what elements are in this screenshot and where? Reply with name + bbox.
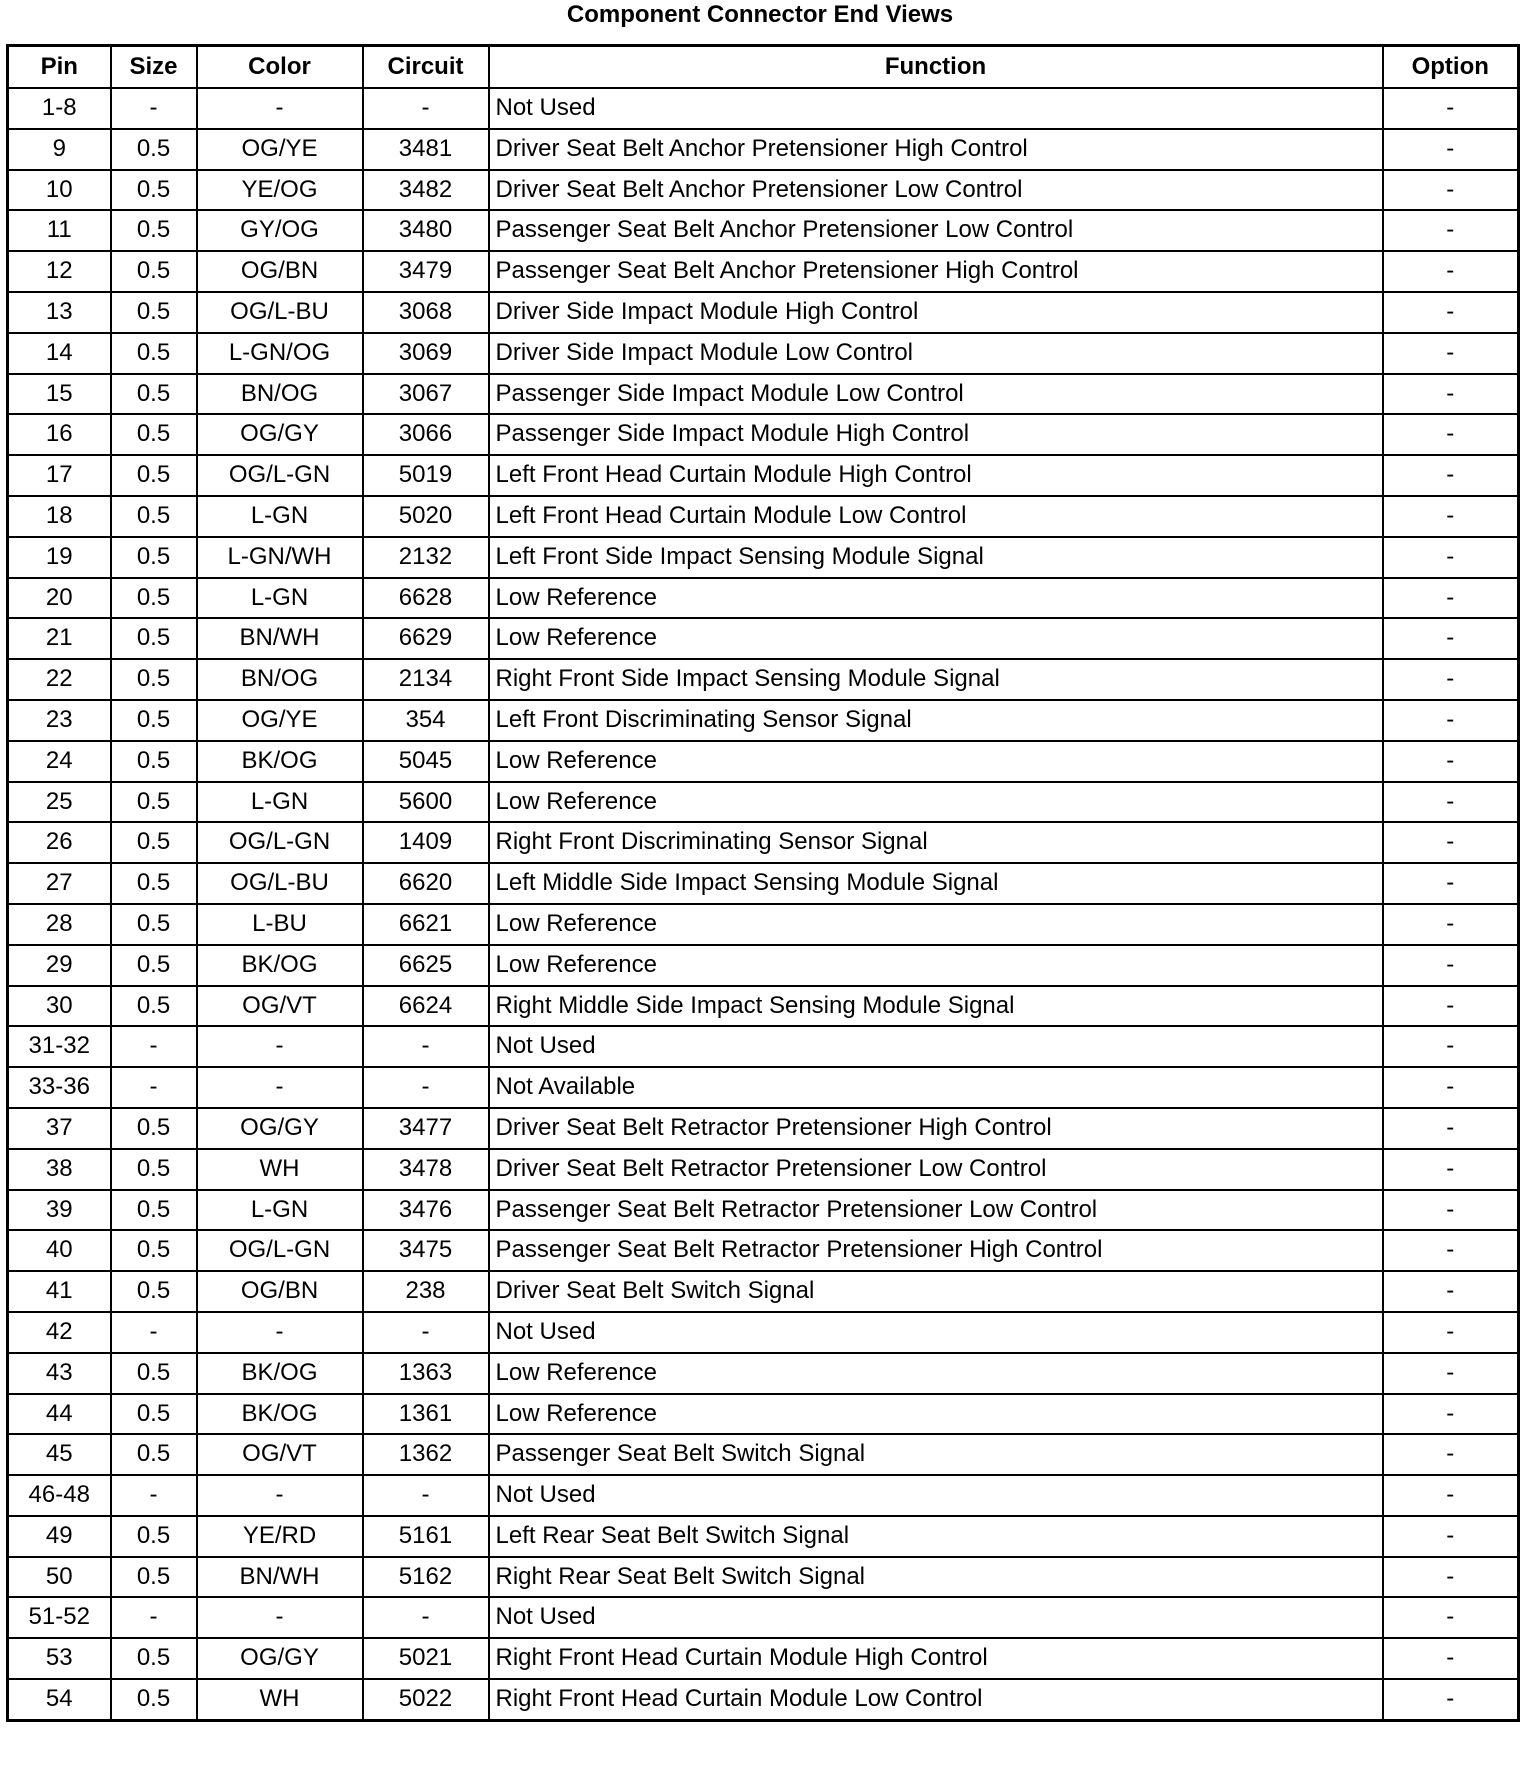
cell-function: Not Used <box>489 1597 1383 1638</box>
cell-color: - <box>197 1026 363 1067</box>
table-row <box>8 1475 1519 1516</box>
cell-function: Left Front Discriminating Sensor Signal <box>489 700 1383 741</box>
cell-color: YE/RD <box>197 1516 363 1557</box>
cell-function: Passenger Seat Belt Retractor Pretensioner High Control <box>489 1230 1383 1271</box>
table-row <box>8 333 1519 374</box>
cell-circuit: 6624 <box>363 986 489 1027</box>
header-row <box>8 46 1519 89</box>
cell-circuit: 3482 <box>363 170 489 211</box>
cell-option: - <box>1383 1271 1519 1312</box>
cell-pin: 26 <box>8 822 111 863</box>
cell-size: 0.5 <box>111 822 197 863</box>
table-row <box>8 822 1519 863</box>
cell-option: - <box>1383 1557 1519 1598</box>
page-title: Component Connector End Views <box>566 1 954 28</box>
cell-circuit: 6628 <box>363 578 489 619</box>
cell-circuit: - <box>363 1597 489 1638</box>
table-row <box>8 1067 1519 1108</box>
cell-circuit: 2134 <box>363 659 489 700</box>
cell-function: Passenger Seat Belt Retractor Pretensioner Low Control <box>489 1190 1383 1231</box>
cell-pin: 11 <box>8 210 111 251</box>
cell-pin: 51-52 <box>8 1597 111 1638</box>
cell-circuit: 3481 <box>363 129 489 170</box>
cell-option: - <box>1383 455 1519 496</box>
cell-size: 0.5 <box>111 374 197 415</box>
cell-color: BN/OG <box>197 659 363 700</box>
cell-option: - <box>1383 210 1519 251</box>
cell-size: 0.5 <box>111 170 197 211</box>
cell-size: 0.5 <box>111 578 197 619</box>
cell-circuit: 1363 <box>363 1353 489 1394</box>
table-row <box>8 1271 1519 1312</box>
cell-color: OG/BN <box>197 1271 363 1312</box>
cell-option: - <box>1383 578 1519 619</box>
cell-option: - <box>1383 374 1519 415</box>
cell-color: - <box>197 1312 363 1353</box>
cell-function: Not Used <box>489 1312 1383 1353</box>
table-row <box>8 292 1519 333</box>
cell-pin: 28 <box>8 904 111 945</box>
cell-circuit: 1409 <box>363 822 489 863</box>
cell-circuit: 5022 <box>363 1679 489 1720</box>
cell-option: - <box>1383 1394 1519 1435</box>
cell-pin: 44 <box>8 1394 111 1435</box>
table-row <box>8 1108 1519 1149</box>
table-row <box>8 88 1519 129</box>
table-row <box>8 1026 1519 1067</box>
cell-size: 0.5 <box>111 1149 197 1190</box>
cell-size: - <box>111 1597 197 1638</box>
cell-circuit: 5021 <box>363 1638 489 1679</box>
cell-circuit: 3067 <box>363 374 489 415</box>
cell-size: 0.5 <box>111 1271 197 1312</box>
cell-circuit: - <box>363 1312 489 1353</box>
cell-option: - <box>1383 537 1519 578</box>
cell-color: OG/YE <box>197 129 363 170</box>
cell-pin: 21 <box>8 618 111 659</box>
cell-color: OG/YE <box>197 700 363 741</box>
cell-color: OG/L-BU <box>197 292 363 333</box>
cell-color: L-BU <box>197 904 363 945</box>
cell-function: Right Front Head Curtain Module Low Control <box>489 1679 1383 1720</box>
cell-pin: 37 <box>8 1108 111 1149</box>
cell-function: Driver Seat Belt Retractor Pretensioner Low Control <box>489 1149 1383 1190</box>
cell-color: WH <box>197 1679 363 1720</box>
table-row <box>8 1149 1519 1190</box>
cell-circuit: - <box>363 1067 489 1108</box>
cell-option: - <box>1383 1353 1519 1394</box>
cell-color: BN/OG <box>197 374 363 415</box>
cell-function: Low Reference <box>489 945 1383 986</box>
cell-pin: 53 <box>8 1638 111 1679</box>
cell-function: Passenger Seat Belt Anchor Pretensioner Low Control <box>489 210 1383 251</box>
cell-pin: 40 <box>8 1230 111 1271</box>
cell-function: Right Front Head Curtain Module High Control <box>489 1638 1383 1679</box>
cell-size: - <box>111 1475 197 1516</box>
cell-color: YE/OG <box>197 170 363 211</box>
cell-option: - <box>1383 1312 1519 1353</box>
cell-pin: 50 <box>8 1557 111 1598</box>
cell-color: L-GN <box>197 782 363 823</box>
cell-color: - <box>197 1067 363 1108</box>
table-row <box>8 1434 1519 1475</box>
cell-option: - <box>1383 945 1519 986</box>
cell-color: OG/BN <box>197 251 363 292</box>
cell-option: - <box>1383 333 1519 374</box>
cell-size: 0.5 <box>111 741 197 782</box>
cell-pin: 10 <box>8 170 111 211</box>
cell-circuit: 1362 <box>363 1434 489 1475</box>
table-row <box>8 1394 1519 1435</box>
cell-circuit: 1361 <box>363 1394 489 1435</box>
cell-size: 0.5 <box>111 1638 197 1679</box>
cell-color: OG/VT <box>197 1434 363 1475</box>
cell-function: Left Rear Seat Belt Switch Signal <box>489 1516 1383 1557</box>
cell-pin: 43 <box>8 1353 111 1394</box>
cell-function: Passenger Side Impact Module High Control <box>489 414 1383 455</box>
cell-color: BK/OG <box>197 741 363 782</box>
cell-size: 0.5 <box>111 1230 197 1271</box>
cell-color: OG/L-GN <box>197 1230 363 1271</box>
cell-pin: 17 <box>8 455 111 496</box>
cell-size: 0.5 <box>111 1557 197 1598</box>
cell-option: - <box>1383 782 1519 823</box>
cell-size: 0.5 <box>111 618 197 659</box>
table-row <box>8 945 1519 986</box>
cell-function: Not Used <box>489 1475 1383 1516</box>
cell-pin: 15 <box>8 374 111 415</box>
table-header <box>8 46 1519 89</box>
cell-pin: 54 <box>8 1679 111 1720</box>
cell-option: - <box>1383 822 1519 863</box>
table-row <box>8 1597 1519 1638</box>
cell-color: - <box>197 1597 363 1638</box>
cell-circuit: 5161 <box>363 1516 489 1557</box>
cell-color: L-GN <box>197 1190 363 1231</box>
table-row <box>8 210 1519 251</box>
cell-circuit: 3478 <box>363 1149 489 1190</box>
cell-option: - <box>1383 659 1519 700</box>
cell-size: 0.5 <box>111 700 197 741</box>
cell-size: 0.5 <box>111 1679 197 1720</box>
cell-pin: 9 <box>8 129 111 170</box>
cell-circuit: 3475 <box>363 1230 489 1271</box>
cell-circuit: 5162 <box>363 1557 489 1598</box>
cell-function: Not Used <box>489 1026 1383 1067</box>
cell-color: OG/L-BU <box>197 863 363 904</box>
cell-function: Low Reference <box>489 1394 1383 1435</box>
table-row <box>8 129 1519 170</box>
cell-function: Low Reference <box>489 741 1383 782</box>
column-header-option: Option <box>1383 46 1519 89</box>
table-row <box>8 741 1519 782</box>
cell-circuit: 5020 <box>363 496 489 537</box>
cell-circuit: 3068 <box>363 292 489 333</box>
cell-color: OG/GY <box>197 1108 363 1149</box>
cell-function: Passenger Seat Belt Anchor Pretensioner High Control <box>489 251 1383 292</box>
cell-color: - <box>197 1475 363 1516</box>
table-row <box>8 1516 1519 1557</box>
cell-size: 0.5 <box>111 986 197 1027</box>
cell-pin: 45 <box>8 1434 111 1475</box>
table-row <box>8 986 1519 1027</box>
cell-option: - <box>1383 1475 1519 1516</box>
cell-circuit: - <box>363 88 489 129</box>
cell-color: BN/WH <box>197 618 363 659</box>
cell-size: - <box>111 1026 197 1067</box>
table-row <box>8 1638 1519 1679</box>
connector-table <box>6 44 1520 1722</box>
cell-color: OG/L-GN <box>197 455 363 496</box>
cell-function: Driver Seat Belt Anchor Pretensioner High Control <box>489 129 1383 170</box>
table-row <box>8 659 1519 700</box>
cell-size: 0.5 <box>111 945 197 986</box>
cell-color: OG/L-GN <box>197 822 363 863</box>
table-row <box>8 782 1519 823</box>
cell-option: - <box>1383 1434 1519 1475</box>
cell-pin: 20 <box>8 578 111 619</box>
cell-function: Left Front Side Impact Sensing Module Signal <box>489 537 1383 578</box>
cell-pin: 1-8 <box>8 88 111 129</box>
column-header-circuit: Circuit <box>363 46 489 89</box>
cell-function: Right Front Side Impact Sensing Module Signal <box>489 659 1383 700</box>
cell-option: - <box>1383 1149 1519 1190</box>
cell-function: Low Reference <box>489 618 1383 659</box>
cell-size: 0.5 <box>111 333 197 374</box>
cell-size: 0.5 <box>111 1516 197 1557</box>
table-row <box>8 496 1519 537</box>
cell-function: Driver Side Impact Module Low Control <box>489 333 1383 374</box>
cell-option: - <box>1383 292 1519 333</box>
cell-color: BK/OG <box>197 1353 363 1394</box>
cell-function: Right Front Discriminating Sensor Signal <box>489 822 1383 863</box>
table-row <box>8 170 1519 211</box>
cell-pin: 19 <box>8 537 111 578</box>
table-row <box>8 1230 1519 1271</box>
cell-function: Not Available <box>489 1067 1383 1108</box>
cell-circuit: - <box>363 1475 489 1516</box>
cell-function: Left Middle Side Impact Sensing Module Signal <box>489 863 1383 904</box>
cell-color: OG/GY <box>197 414 363 455</box>
cell-size: 0.5 <box>111 1190 197 1231</box>
cell-option: - <box>1383 618 1519 659</box>
cell-color: L-GN <box>197 578 363 619</box>
cell-function: Passenger Side Impact Module Low Control <box>489 374 1383 415</box>
cell-option: - <box>1383 129 1519 170</box>
table-row <box>8 1679 1519 1720</box>
cell-circuit: 6629 <box>363 618 489 659</box>
cell-circuit: 3476 <box>363 1190 489 1231</box>
cell-function: Not Used <box>489 88 1383 129</box>
cell-pin: 39 <box>8 1190 111 1231</box>
cell-option: - <box>1383 1026 1519 1067</box>
cell-option: - <box>1383 1597 1519 1638</box>
cell-color: WH <box>197 1149 363 1190</box>
cell-circuit: 6621 <box>363 904 489 945</box>
cell-size: 0.5 <box>111 659 197 700</box>
cell-pin: 16 <box>8 414 111 455</box>
table-row <box>8 1353 1519 1394</box>
cell-option: - <box>1383 700 1519 741</box>
cell-circuit: - <box>363 1026 489 1067</box>
cell-circuit: 3069 <box>363 333 489 374</box>
column-header-color: Color <box>197 46 363 89</box>
cell-size: 0.5 <box>111 129 197 170</box>
cell-circuit: 354 <box>363 700 489 741</box>
cell-size: - <box>111 88 197 129</box>
cell-color: BK/OG <box>197 1394 363 1435</box>
cell-size: 0.5 <box>111 251 197 292</box>
cell-size: 0.5 <box>111 455 197 496</box>
table-row <box>8 455 1519 496</box>
cell-option: - <box>1383 251 1519 292</box>
cell-pin: 18 <box>8 496 111 537</box>
cell-pin: 46-48 <box>8 1475 111 1516</box>
cell-size: 0.5 <box>111 210 197 251</box>
cell-option: - <box>1383 414 1519 455</box>
cell-size: 0.5 <box>111 1434 197 1475</box>
cell-circuit: 5045 <box>363 741 489 782</box>
cell-pin: 24 <box>8 741 111 782</box>
cell-option: - <box>1383 1108 1519 1149</box>
cell-option: - <box>1383 496 1519 537</box>
cell-function: Right Middle Side Impact Sensing Module Signal <box>489 986 1383 1027</box>
cell-pin: 23 <box>8 700 111 741</box>
cell-option: - <box>1383 1516 1519 1557</box>
cell-option: - <box>1383 1638 1519 1679</box>
cell-option: - <box>1383 1067 1519 1108</box>
column-header-function: Function <box>489 46 1383 89</box>
cell-size: 0.5 <box>111 904 197 945</box>
cell-option: - <box>1383 170 1519 211</box>
column-header-size: Size <box>111 46 197 89</box>
table-row <box>8 414 1519 455</box>
cell-function: Low Reference <box>489 1353 1383 1394</box>
cell-size: 0.5 <box>111 537 197 578</box>
cell-pin: 14 <box>8 333 111 374</box>
cell-color: - <box>197 88 363 129</box>
cell-function: Driver Seat Belt Retractor Pretensioner High Control <box>489 1108 1383 1149</box>
table-row <box>8 578 1519 619</box>
cell-circuit: 3477 <box>363 1108 489 1149</box>
cell-circuit: 6620 <box>363 863 489 904</box>
cell-size: - <box>111 1312 197 1353</box>
cell-color: OG/VT <box>197 986 363 1027</box>
cell-pin: 22 <box>8 659 111 700</box>
cell-pin: 38 <box>8 1149 111 1190</box>
cell-color: L-GN/WH <box>197 537 363 578</box>
table-body <box>8 88 1519 1720</box>
cell-option: - <box>1383 863 1519 904</box>
cell-function: Low Reference <box>489 578 1383 619</box>
cell-option: - <box>1383 1230 1519 1271</box>
table-row <box>8 1190 1519 1231</box>
cell-circuit: 3479 <box>363 251 489 292</box>
cell-circuit: 238 <box>363 1271 489 1312</box>
table-row <box>8 251 1519 292</box>
cell-pin: 42 <box>8 1312 111 1353</box>
cell-option: - <box>1383 88 1519 129</box>
cell-circuit: 3066 <box>363 414 489 455</box>
cell-function: Left Front Head Curtain Module High Control <box>489 455 1383 496</box>
cell-circuit: 5600 <box>363 782 489 823</box>
table-row <box>8 618 1519 659</box>
cell-pin: 27 <box>8 863 111 904</box>
cell-size: 0.5 <box>111 414 197 455</box>
cell-function: Passenger Seat Belt Switch Signal <box>489 1434 1383 1475</box>
cell-pin: 12 <box>8 251 111 292</box>
cell-circuit: 3480 <box>363 210 489 251</box>
cell-function: Low Reference <box>489 904 1383 945</box>
cell-option: - <box>1383 986 1519 1027</box>
cell-pin: 31-32 <box>8 1026 111 1067</box>
cell-option: - <box>1383 1190 1519 1231</box>
cell-function: Right Rear Seat Belt Switch Signal <box>489 1557 1383 1598</box>
column-header-pin: Pin <box>8 46 111 89</box>
cell-pin: 30 <box>8 986 111 1027</box>
cell-size: - <box>111 1067 197 1108</box>
cell-function: Driver Seat Belt Anchor Pretensioner Low Control <box>489 170 1383 211</box>
cell-size: 0.5 <box>111 782 197 823</box>
cell-size: 0.5 <box>111 1353 197 1394</box>
cell-circuit: 5019 <box>363 455 489 496</box>
cell-size: 0.5 <box>111 292 197 333</box>
table-row <box>8 537 1519 578</box>
cell-circuit: 2132 <box>363 537 489 578</box>
cell-pin: 25 <box>8 782 111 823</box>
cell-function: Left Front Head Curtain Module Low Control <box>489 496 1383 537</box>
cell-pin: 29 <box>8 945 111 986</box>
table-row <box>8 863 1519 904</box>
table-row <box>8 1312 1519 1353</box>
table-row <box>8 374 1519 415</box>
cell-pin: 33-36 <box>8 1067 111 1108</box>
cell-pin: 41 <box>8 1271 111 1312</box>
cell-option: - <box>1383 1679 1519 1720</box>
cell-function: Driver Seat Belt Switch Signal <box>489 1271 1383 1312</box>
cell-color: BN/WH <box>197 1557 363 1598</box>
cell-size: 0.5 <box>111 1394 197 1435</box>
cell-pin: 13 <box>8 292 111 333</box>
cell-option: - <box>1383 904 1519 945</box>
cell-color: GY/OG <box>197 210 363 251</box>
table-row <box>8 1557 1519 1598</box>
cell-size: 0.5 <box>111 863 197 904</box>
cell-color: OG/GY <box>197 1638 363 1679</box>
cell-color: BK/OG <box>197 945 363 986</box>
cell-size: 0.5 <box>111 1108 197 1149</box>
cell-function: Low Reference <box>489 782 1383 823</box>
cell-option: - <box>1383 741 1519 782</box>
cell-color: L-GN <box>197 496 363 537</box>
cell-pin: 49 <box>8 1516 111 1557</box>
cell-size: 0.5 <box>111 496 197 537</box>
cell-color: L-GN/OG <box>197 333 363 374</box>
table-row <box>8 904 1519 945</box>
table-row <box>8 700 1519 741</box>
cell-function: Driver Side Impact Module High Control <box>489 292 1383 333</box>
cell-circuit: 6625 <box>363 945 489 986</box>
